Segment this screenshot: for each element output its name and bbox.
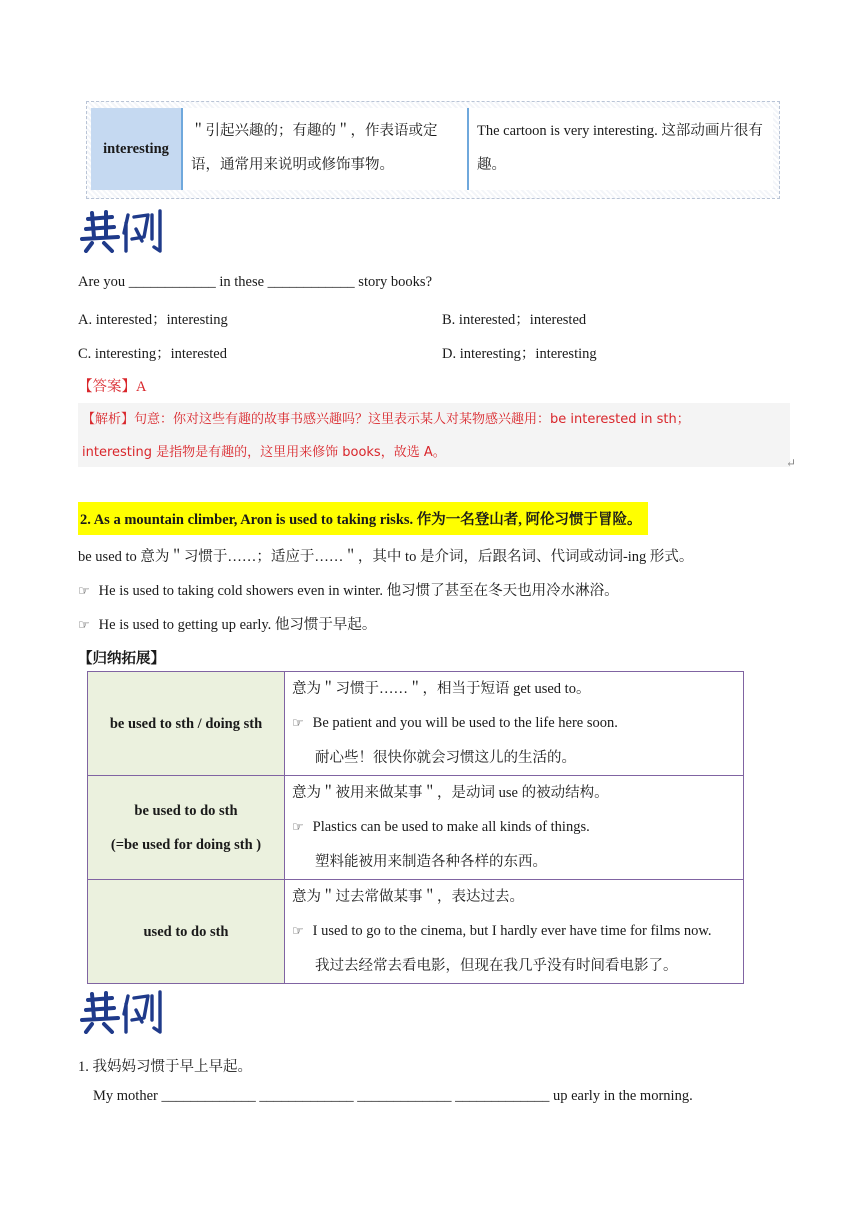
summary-title: 【归纳拓展】 xyxy=(78,651,165,667)
option-a: A. interested；interesting xyxy=(78,312,228,328)
option-b: B. interested；interested xyxy=(442,312,587,328)
hand-pointer-icon: ☞ xyxy=(292,820,304,835)
table-row xyxy=(88,776,744,880)
question-stem: Are you ____________ in these ____________ story books? xyxy=(78,274,433,290)
hand-pointer-icon: ☞ xyxy=(292,716,304,731)
point-heading: 2. As a mountain climber, Aron is used to taking risks. 作为一名登山者, 阿伦习惯于冒险。 xyxy=(78,502,648,535)
analysis-line-2: interesting 是指物是有趣的，这里用来修饰 books，故选 A。 xyxy=(82,445,446,460)
hand-pointer-icon: ☞ xyxy=(78,618,90,633)
option-c: C. interesting；interested xyxy=(78,346,227,362)
point-explain: be used to 意为＂习惯于……；适应于……＂，其中 to 是介词，后跟名词、代词或动词-ing 形式。 xyxy=(78,549,694,565)
usage-detail: 意为＂习惯于……＂，相当于短语 get used to。 ☞ Be patient and you will be used to the life here soon. 耐心些！很快你就会习惯这儿的生活的。 xyxy=(285,672,744,776)
usage-key: be used to do sth (=be used for doing sth ) xyxy=(88,776,285,880)
vocab-example: The cartoon is very interesting. 这部动画片很有趣。 xyxy=(477,123,763,173)
summary-table xyxy=(87,671,744,984)
answer: 【答案】A xyxy=(78,379,147,395)
usage-key: used to do sth xyxy=(88,880,285,984)
svg-text:典例: 典例 xyxy=(78,207,80,208)
return-mark-icon: ↵ xyxy=(786,456,797,470)
table-row xyxy=(88,672,744,776)
table-row xyxy=(88,880,744,984)
usage-detail: 意为＂被用来做某事＂，是动词 use 的被动结构。 ☞ Plastics can be used to make all kinds of things. 塑料能被用来制造各种各样的东西。 xyxy=(285,776,744,880)
vocab-table xyxy=(86,101,780,199)
vocab-meaning: ＂引起兴趣的；有趣的＂，作表语或定语，通常用来说明或修饰事物。 xyxy=(183,108,469,190)
analysis-line-1: 【解析】句意：你对这些有趣的故事书感兴趣吗？这里表示某人对某物感兴趣用：be interested in sth； xyxy=(82,412,690,427)
vocab-word: interesting xyxy=(91,108,183,190)
option-d: D. interesting；interesting xyxy=(442,346,597,362)
usage-key: be used to sth / doing sth xyxy=(88,672,285,776)
example-badge-icon xyxy=(78,988,164,1034)
hand-pointer-icon: ☞ xyxy=(292,924,304,939)
exercise-answer-line: My mother _____________ _____________ _____________ _____________ up early in the morning. xyxy=(93,1088,693,1104)
analysis-block xyxy=(78,403,790,467)
hand-pointer-icon: ☞ xyxy=(78,584,90,599)
usage-detail: 意为＂过去常做某事＂，表达过去。 ☞ I used to go to the cinema, but I hardly ever have time for films now. 我过去经常去看电影，但现在我几乎没有时间看电影了。 xyxy=(285,880,744,984)
point-example-1: ☞ He is used to taking cold showers even in winter. 他习惯了甚至在冬天也用冷水淋浴。 xyxy=(78,583,619,599)
example-badge-icon xyxy=(78,207,164,253)
point-example-2: ☞ He is used to getting up early. 他习惯于早起。 xyxy=(78,617,377,633)
exercise-question: 1. 我妈妈习惯于早上早起。 xyxy=(78,1059,252,1075)
